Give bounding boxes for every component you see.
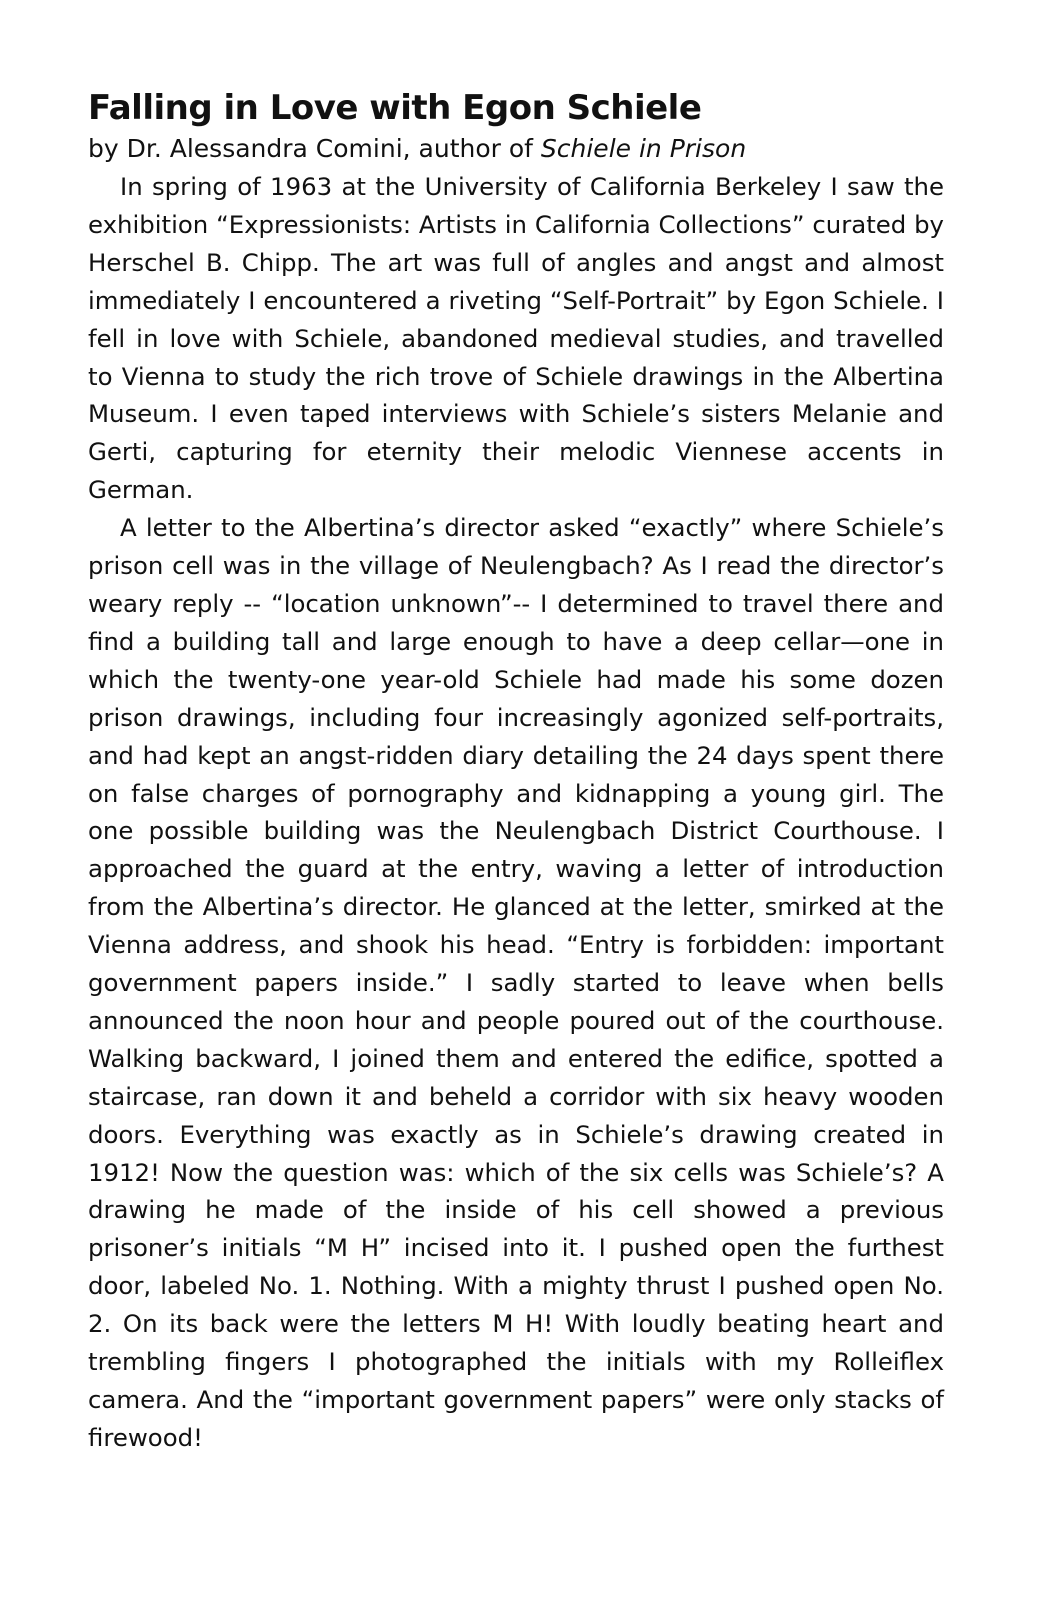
- article-byline: [88, 130, 944, 168]
- byline-book-title: Schiele in Prison: [540, 134, 747, 163]
- byline-author: by Dr. Alessandra Comini, author of: [88, 134, 541, 163]
- paragraph-2: A letter to the Albertina’s director asked “exactly” where Schiele’s prison cell was in the village of Neulengbach? As I read the director’s weary reply -- “location unknown”-- I determined to travel there and find a building tall and large enough to have a deep cellar—one in which the twenty-one year-old Schiele had made his some dozen prison drawings, including four increasingly agonized self-portraits, and had kept an angst-ridden diary detailing the 24 days spent there on false charges of pornography and kidnapping a young girl. The one possible building was the Neulengbach District Courthouse. I approached the guard at the entry, waving a letter of introduction from the Albertina’s director. He glanced at the letter, smirked at the Vienna address, and shook his head. “Entry is forbidden: important government papers inside.” I sadly started to leave when bells announced the noon hour and people poured out of the courthouse. Walking backward, I joined them and entered the edifice, spotted a staircase, ran down it and beheld a corridor with six heavy wooden doors. Everything was exactly as in Schiele’s drawing created in 1912! Now the question was: which of the six cells was Schiele’s? A drawing he made of the inside of his cell showed a previous prisoner’s initials “M H” incised into it. I pushed open the furthest door, labeled No. 1. Nothing. With a mighty thrust I pushed open No. 2. On its back were the letters M H! With loudly beating heart and trembling fingers I photographed the initials with my Rolleiflex camera. And the “important government papers” were only stacks of firewood!: [88, 513, 944, 1452]
- article-title: Falling in Love with Egon Schiele: [88, 88, 702, 128]
- article: [88, 86, 944, 1457]
- paragraph-1: In spring of 1963 at the University of California Berkeley I saw the exhibition “Expressionists: Artists in California Collections” curated by Herschel B. Chipp. The art was full of angles and angst and almost immediately I encountered a riveting “Self-Portrait” by Egon Schiele. I fell in love with Schiele, abandoned medieval studies, and travelled to Vienna to study the rich trove of Schiele drawings in the Albertina Museum. I even taped interviews with Schiele’s sisters Melanie and Gerti, capturing for eternity their melodic Viennese accents in German.: [88, 172, 944, 505]
